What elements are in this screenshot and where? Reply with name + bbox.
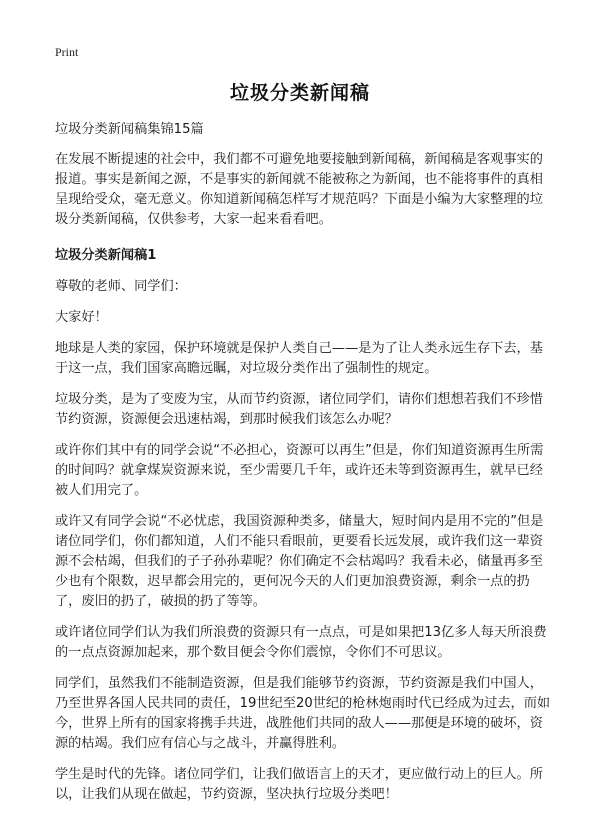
body-paragraph: 或许你们其中有的同学会说“不必担心，资源可以再生”但是，你们知道资源再生所需的时间吗？就拿煤炭资源来说，至少需要几千年，或许还未等到资源再生，就早已经被人们用完了。 [55,443,544,498]
greeting: 尊敬的老师、同学们： [55,279,187,294]
body-paragraph: 地球是人类的家园，保护环境就是保护人类自己——是为了让人类永远生存下去，基于这一点，我们国家高瞻远瞩，对垃圾分类作出了强制性的规定。 [55,341,543,376]
intro-paragraph: 在发展不断提速的社会中，我们都不可避免地要接触到新闻稿，新闻稿是客观事实的报道。事实是新闻之源，不是事实的新闻就不能被称之为新闻，也不能将事件的真相呈现给受众，毫无意义。你知道新闻稿怎样写才规范吗？下面是小编为大家整理的垃圾分类新闻稿，仅供参考，大家一起来看看吧。 [55,152,543,227]
body-paragraph: 或许诸位同学们认为我们所浪费的资源只有一点点，可是如果把13亿多人每天所浪费的一点点资源加起来，那个数目便会令你们震惊，令你们不可思议。 [55,625,547,660]
body-paragraph: 学生是时代的先锋。诸位同学们，让我们做语言上的天才，更应做行动上的巨人。所以，让我们从现在做起，节约资源，坚决执行垃圾分类吧！ [55,767,543,802]
body-paragraph: 同学们，虽然我们不能制造资源，但是我们能够节约资源，节约资源是我们中国人，乃至世界各国人民共同的责任，19世纪至20世纪的枪林炮雨时代已经成为过去，而如今，世界上所有的国家将携手共进，战胜他们共同的敌人——那便是环境的破坏，资源的枯竭。我们应有信心与之战斗，并赢得胜利。 [55,676,551,751]
section-heading: 垃圾分类新闻稿1 [55,248,157,263]
body-paragraph: 或许又有同学会说“不必忧虑，我国资源种类多，储量大，短时间内是用不完的”但是诸位同学们，你们都知道，人们不能只看眼前，更要看长远发展，或许我们这一辈资源不会枯竭，但我们的子子孙孙辈呢？你们确定不会枯竭吗？我看未必，储量再多至少也有个限数，迟早都会用完的，更何况今天的人们更加浪费资源，剩余一点的扔了，废旧的扔了，破损的扔了等等。 [55,514,544,609]
hello: 大家好！ [55,310,108,325]
article-body [55,120,551,816]
page-title: 垃圾分类新闻稿 [229,82,370,104]
print-link[interactable]: Print [55,45,79,59]
body-paragraph: 垃圾分类，是为了变废为宝，从而节约资源，诸位同学们，请你们想想若我们不珍惜节约资源，资源便会迅速枯竭，到那时候我们该怎么办呢？ [55,392,543,427]
article-subtitle: 垃圾分类新闻稿集锦15篇 [55,122,204,137]
